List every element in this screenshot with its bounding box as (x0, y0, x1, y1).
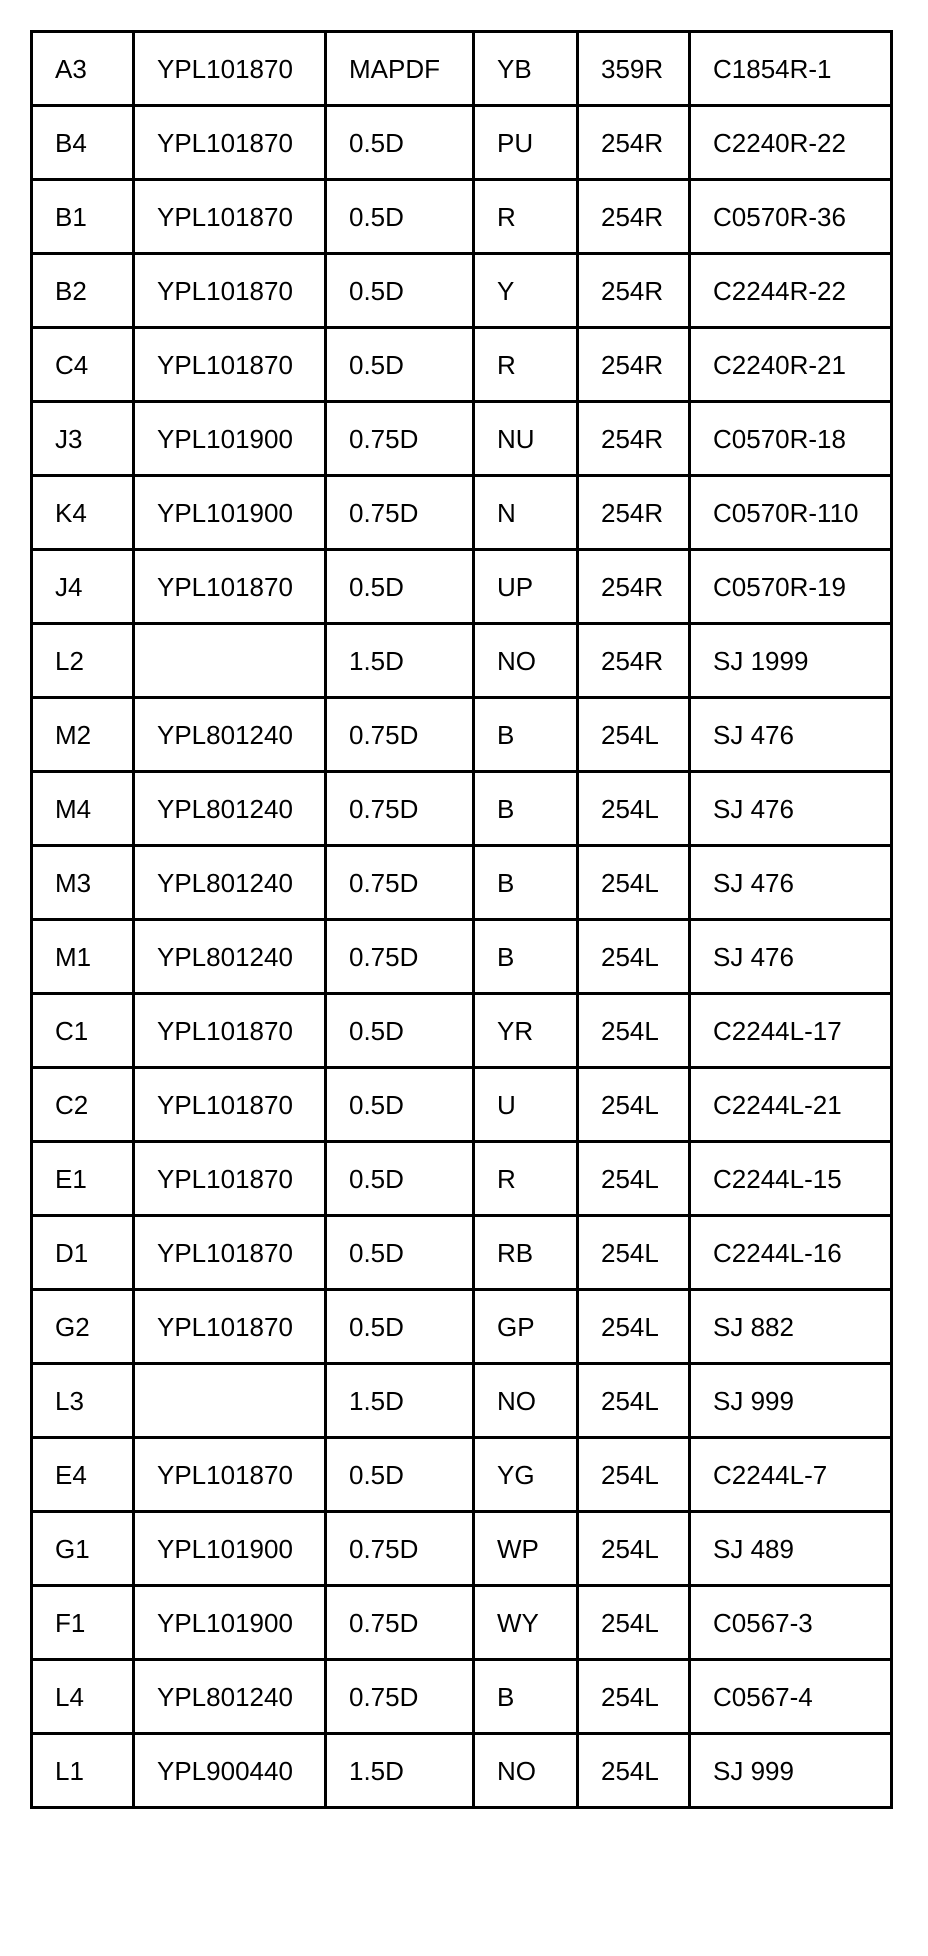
cell-reference: C0570R-110 (690, 476, 892, 550)
cell-direction: 254R (578, 402, 690, 476)
cell-direction: 254R (578, 106, 690, 180)
cell-direction: 254L (578, 1586, 690, 1660)
cell-color-code: UP (474, 550, 578, 624)
table-row (32, 1512, 892, 1586)
cell-reference: SJ 489 (690, 1512, 892, 1586)
table-row (32, 550, 892, 624)
cell-size: 0.5D (326, 328, 474, 402)
document-table-container (30, 30, 890, 1809)
cell-color-code: R (474, 328, 578, 402)
cell-reference: C1854R-1 (690, 32, 892, 106)
cell-id: M2 (32, 698, 134, 772)
cell-color-code: B (474, 920, 578, 994)
cell-size: 0.75D (326, 1512, 474, 1586)
cell-direction: 254L (578, 920, 690, 994)
cell-reference: C0570R-19 (690, 550, 892, 624)
cell-reference: SJ 476 (690, 846, 892, 920)
table-row (32, 1290, 892, 1364)
cell-part-code: YPL900440 (134, 1734, 326, 1808)
cell-size: 0.5D (326, 550, 474, 624)
table-row (32, 772, 892, 846)
cell-direction: 254L (578, 1438, 690, 1512)
table-row (32, 328, 892, 402)
table-row (32, 32, 892, 106)
cell-color-code: N (474, 476, 578, 550)
cell-color-code: PU (474, 106, 578, 180)
data-table (30, 30, 893, 1809)
table-row (32, 1216, 892, 1290)
cell-color-code: R (474, 180, 578, 254)
cell-part-code: YPL101870 (134, 1142, 326, 1216)
cell-direction: 254R (578, 180, 690, 254)
cell-direction: 254R (578, 328, 690, 402)
cell-color-code: R (474, 1142, 578, 1216)
table-row (32, 846, 892, 920)
table-row (32, 476, 892, 550)
cell-direction: 254L (578, 1364, 690, 1438)
cell-id: J3 (32, 402, 134, 476)
table-row (32, 1142, 892, 1216)
cell-reference: SJ 1999 (690, 624, 892, 698)
cell-part-code: YPL801240 (134, 772, 326, 846)
cell-part-code: YPL101870 (134, 1216, 326, 1290)
cell-id: B4 (32, 106, 134, 180)
cell-id: M1 (32, 920, 134, 994)
cell-part-code: YPL101870 (134, 32, 326, 106)
cell-reference: C0567-4 (690, 1660, 892, 1734)
cell-direction: 254L (578, 1216, 690, 1290)
cell-size: 1.5D (326, 1364, 474, 1438)
cell-id: A3 (32, 32, 134, 106)
cell-reference: SJ 999 (690, 1734, 892, 1808)
cell-reference: C0570R-18 (690, 402, 892, 476)
cell-id: B1 (32, 180, 134, 254)
table-row (32, 1586, 892, 1660)
cell-id: G2 (32, 1290, 134, 1364)
cell-size: 0.75D (326, 402, 474, 476)
cell-direction: 254L (578, 772, 690, 846)
cell-color-code: B (474, 698, 578, 772)
cell-reference: SJ 999 (690, 1364, 892, 1438)
cell-reference: SJ 476 (690, 920, 892, 994)
cell-color-code: NO (474, 1364, 578, 1438)
cell-id: B2 (32, 254, 134, 328)
cell-id: L3 (32, 1364, 134, 1438)
cell-color-code: B (474, 846, 578, 920)
table-row (32, 1734, 892, 1808)
table-row (32, 402, 892, 476)
table-row (32, 180, 892, 254)
table-row (32, 254, 892, 328)
cell-reference: C2240R-21 (690, 328, 892, 402)
cell-part-code: YPL801240 (134, 698, 326, 772)
cell-color-code: NO (474, 624, 578, 698)
table-body (32, 32, 892, 1808)
cell-part-code (134, 1364, 326, 1438)
cell-part-code: YPL101870 (134, 1068, 326, 1142)
table-row (32, 1660, 892, 1734)
cell-id: M4 (32, 772, 134, 846)
cell-direction: 254L (578, 1734, 690, 1808)
cell-direction: 254L (578, 1068, 690, 1142)
cell-size: 0.75D (326, 772, 474, 846)
cell-part-code: YPL101870 (134, 254, 326, 328)
cell-size: 0.5D (326, 254, 474, 328)
cell-id: J4 (32, 550, 134, 624)
cell-size: 0.75D (326, 1586, 474, 1660)
cell-id: L2 (32, 624, 134, 698)
cell-part-code: YPL101870 (134, 994, 326, 1068)
cell-color-code: B (474, 1660, 578, 1734)
cell-direction: 254L (578, 846, 690, 920)
cell-part-code: YPL101870 (134, 1438, 326, 1512)
cell-color-code: WP (474, 1512, 578, 1586)
cell-size: 1.5D (326, 1734, 474, 1808)
cell-size: 0.5D (326, 1068, 474, 1142)
cell-reference: C2244L-16 (690, 1216, 892, 1290)
cell-id: L4 (32, 1660, 134, 1734)
cell-id: M3 (32, 846, 134, 920)
cell-color-code: YG (474, 1438, 578, 1512)
cell-color-code: RB (474, 1216, 578, 1290)
cell-direction: 254L (578, 1290, 690, 1364)
cell-size: 0.5D (326, 1216, 474, 1290)
cell-color-code: YB (474, 32, 578, 106)
cell-direction: 254L (578, 1660, 690, 1734)
cell-direction: 254L (578, 1512, 690, 1586)
cell-size: 0.5D (326, 994, 474, 1068)
table-row (32, 920, 892, 994)
cell-reference: C2240R-22 (690, 106, 892, 180)
cell-id: F1 (32, 1586, 134, 1660)
table-row (32, 994, 892, 1068)
cell-color-code: GP (474, 1290, 578, 1364)
cell-color-code: NO (474, 1734, 578, 1808)
cell-size: 0.75D (326, 920, 474, 994)
cell-size: 0.5D (326, 180, 474, 254)
cell-reference: C0570R-36 (690, 180, 892, 254)
cell-part-code: YPL101870 (134, 550, 326, 624)
cell-reference: SJ 476 (690, 772, 892, 846)
cell-id: L1 (32, 1734, 134, 1808)
cell-size: 0.5D (326, 1438, 474, 1512)
cell-size: MAPDF (326, 32, 474, 106)
cell-id: K4 (32, 476, 134, 550)
table-row (32, 1068, 892, 1142)
table-row (32, 106, 892, 180)
cell-color-code: NU (474, 402, 578, 476)
cell-color-code: YR (474, 994, 578, 1068)
cell-part-code: YPL101900 (134, 1586, 326, 1660)
cell-reference: C2244L-15 (690, 1142, 892, 1216)
cell-size: 0.75D (326, 698, 474, 772)
cell-id: E1 (32, 1142, 134, 1216)
cell-direction: 254R (578, 476, 690, 550)
cell-reference: SJ 476 (690, 698, 892, 772)
cell-reference: C2244L-21 (690, 1068, 892, 1142)
cell-id: C2 (32, 1068, 134, 1142)
cell-id: D1 (32, 1216, 134, 1290)
cell-color-code: Y (474, 254, 578, 328)
table-row (32, 698, 892, 772)
cell-direction: 254L (578, 698, 690, 772)
cell-direction: 254L (578, 1142, 690, 1216)
cell-direction: 254R (578, 254, 690, 328)
cell-part-code: YPL101870 (134, 106, 326, 180)
cell-id: C1 (32, 994, 134, 1068)
cell-size: 0.5D (326, 1290, 474, 1364)
cell-size: 0.75D (326, 476, 474, 550)
cell-part-code: YPL101870 (134, 1290, 326, 1364)
cell-color-code: WY (474, 1586, 578, 1660)
cell-size: 0.5D (326, 106, 474, 180)
table-row (32, 1364, 892, 1438)
cell-size: 0.75D (326, 1660, 474, 1734)
cell-part-code (134, 624, 326, 698)
cell-size: 0.5D (326, 1142, 474, 1216)
cell-reference: C0567-3 (690, 1586, 892, 1660)
cell-part-code: YPL801240 (134, 846, 326, 920)
table-row (32, 1438, 892, 1512)
cell-reference: SJ 882 (690, 1290, 892, 1364)
cell-id: E4 (32, 1438, 134, 1512)
cell-part-code: YPL801240 (134, 920, 326, 994)
cell-direction: 254R (578, 624, 690, 698)
cell-color-code: U (474, 1068, 578, 1142)
cell-part-code: YPL101900 (134, 1512, 326, 1586)
table-row (32, 624, 892, 698)
cell-direction: 254L (578, 994, 690, 1068)
cell-part-code: YPL801240 (134, 1660, 326, 1734)
cell-id: C4 (32, 328, 134, 402)
cell-direction: 359R (578, 32, 690, 106)
cell-part-code: YPL101870 (134, 328, 326, 402)
cell-part-code: YPL101900 (134, 402, 326, 476)
cell-color-code: B (474, 772, 578, 846)
cell-reference: C2244L-7 (690, 1438, 892, 1512)
cell-id: G1 (32, 1512, 134, 1586)
cell-direction: 254R (578, 550, 690, 624)
cell-reference: C2244L-17 (690, 994, 892, 1068)
cell-size: 1.5D (326, 624, 474, 698)
cell-reference: C2244R-22 (690, 254, 892, 328)
cell-part-code: YPL101900 (134, 476, 326, 550)
cell-part-code: YPL101870 (134, 180, 326, 254)
cell-size: 0.75D (326, 846, 474, 920)
